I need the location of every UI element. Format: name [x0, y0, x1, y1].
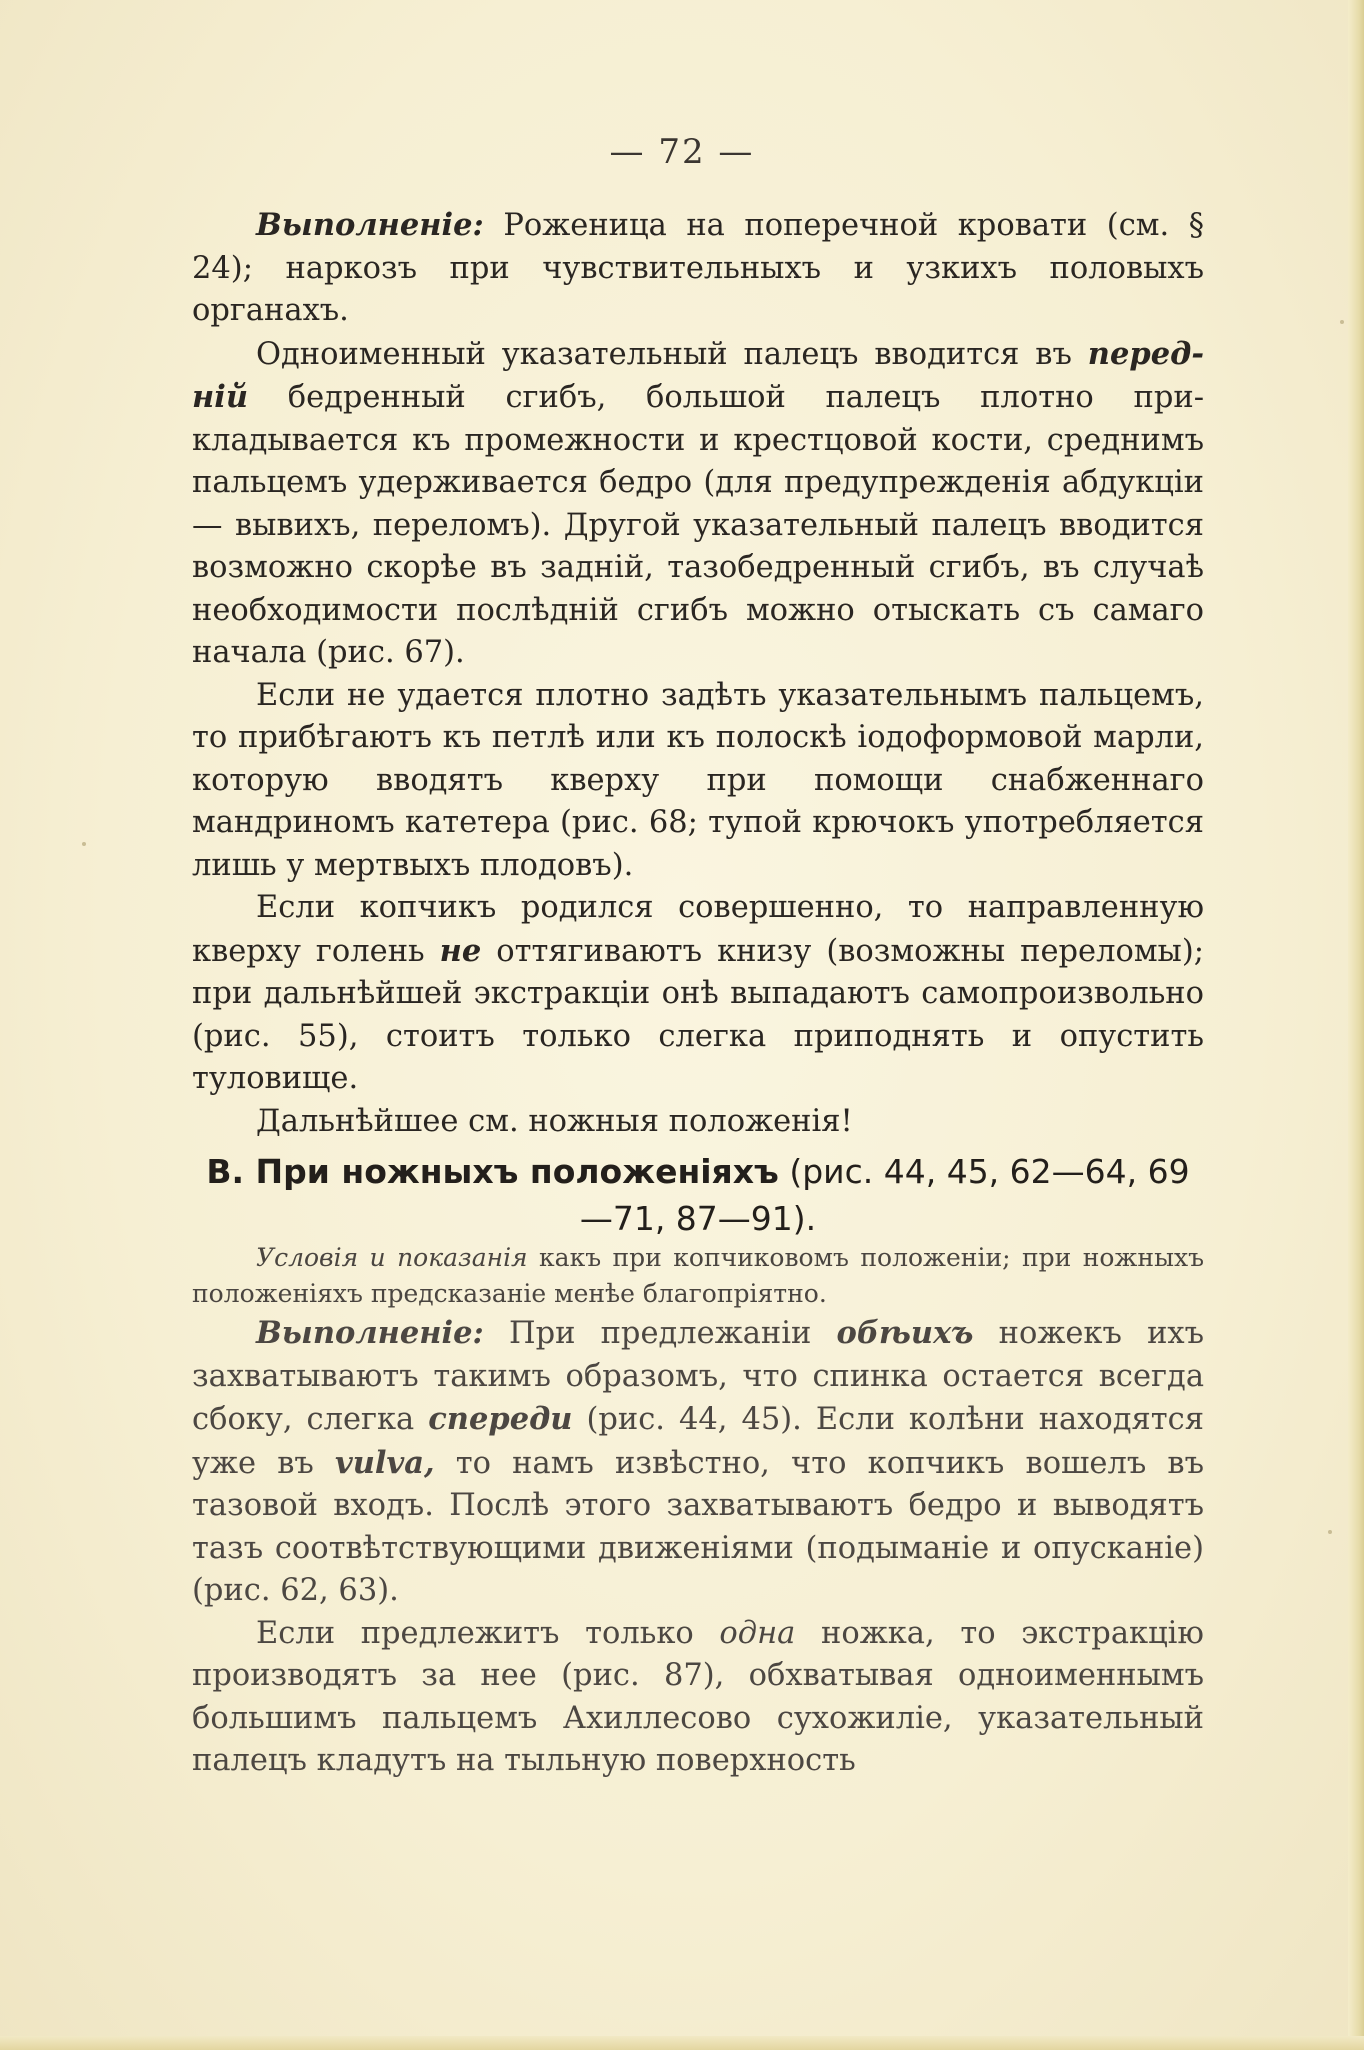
paragraph-coccyx [192, 887, 1204, 1101]
emphasis-text: vulva, [335, 1444, 435, 1481]
text-block-lower [192, 1240, 1204, 1783]
emphasis-text: обѣихъ [836, 1315, 974, 1351]
emphasis-text: одна [719, 1615, 796, 1651]
section-heading-title: В. При ножныхъ положеніяхъ [206, 1152, 779, 1191]
paragraph-loop: Если не удается плотно задѣть указательнымъ пальцемъ, то прибѣгаютъ къ петлѣ или къ полоскѣ іодоформовой марли, которую вводятъ кверху при помощи снабженнаго мандриномъ катетера (рис. 68; тупой крючокъ употребляется лишь у мертвыхъ плодовъ). [192, 677, 1204, 883]
page-edge-right [1348, 0, 1364, 2050]
paragraph-text: то намъ извѣстно, что копчикъ вошелъ въ тазовой входъ. Послѣ этого захватываютъ бедро и выводятъ тазъ соотвѣтствующими движеніями (подыманіе и опусканіе) (рис. 62, 63). [192, 1445, 1204, 1608]
paragraph-single-foot [192, 1613, 1204, 1783]
paragraph-see-also: Дальнѣйшее см. ножныя положенія! [256, 1103, 853, 1139]
paragraph-lead-label: Выполненіе: [256, 1315, 484, 1351]
paragraph-text: ножекъ ихъ захватываютъ такимъ образомъ, что спинка остается всегда сбоку, слегка [192, 1316, 1205, 1437]
emphasis-text: передній [192, 335, 1204, 415]
emphasis-text: Условія и показанія [256, 1243, 528, 1272]
paragraph-text: Если предлежитъ только [256, 1615, 720, 1651]
paragraph-execution-footling [192, 1312, 1204, 1613]
paragraph-text: какъ при копчиковомъ положеніи; при ножныхъ положеніяхъ предсказаніе менѣе благопріятно. [192, 1243, 1204, 1308]
text-block-upper [192, 204, 1204, 1143]
paragraph-lead-label: Выполненіе: [256, 207, 484, 243]
paper-speck [1328, 1530, 1332, 1534]
emphasis-text: не [439, 932, 482, 969]
paragraph-text: Роженица на поперечной кровати (см. § 24); наркозъ при чувствительныхъ и узкихъ половыхъ органахъ. [192, 208, 1204, 328]
paragraph-text: Если копчикъ родился совершенно, то направленную кверху голень [192, 890, 1204, 969]
paragraph-finger-placement [192, 333, 1204, 675]
emphasis-text: спереди [428, 1401, 573, 1437]
paragraph-text: Одноименный указательный палецъ вводится въ [256, 336, 1088, 372]
paper-speck [82, 842, 86, 846]
paragraph-text: (рис. 44, 45). Если колѣни находятся уже въ [192, 1402, 1204, 1481]
paragraph-execution [192, 204, 1204, 333]
paper-speck [1340, 320, 1344, 324]
section-heading [192, 1148, 1204, 1242]
paragraph-text: ножка, то экстракцію производятъ за нее (рис. 87), обхватывая одноименнымъ большимъ пальцемъ Ахиллесово сухожиліе, указательный палецъ кладутъ на тыльную поверхность [192, 1615, 1204, 1778]
page-number: — 72 — [609, 132, 755, 172]
section-heading-figures: (рис. 44, 45, 62—64, 69—71, 87—91). [579, 1152, 1190, 1238]
paragraph-text: При предлежаніи [483, 1316, 837, 1351]
paragraph-text: оттягиваютъ книзу (возможны переломы); при дальнѣйшей экстракціи онѣ выпадаютъ самопроизвольно (рис. 55), стоитъ только слегка приподнять и опустить туловище. [192, 933, 1205, 1096]
page-edge-bottom [0, 2036, 1364, 2050]
paragraph-text: бедренный сгибъ, большой палецъ плотно прикладывается къ промежности и крестцовой кости, среднимъ пальцемъ удерживается бедро (для предупрежденія абдукціи — вывихъ, переломъ). Другой указательный палецъ вводится возможно скорѣе въ задній, тазобедренный сгибъ, въ случаѣ необходимости послѣдній сгибъ можно отыскать съ самаго начала (рис. 67). [192, 380, 1204, 670]
paragraph-conditions [192, 1240, 1204, 1312]
